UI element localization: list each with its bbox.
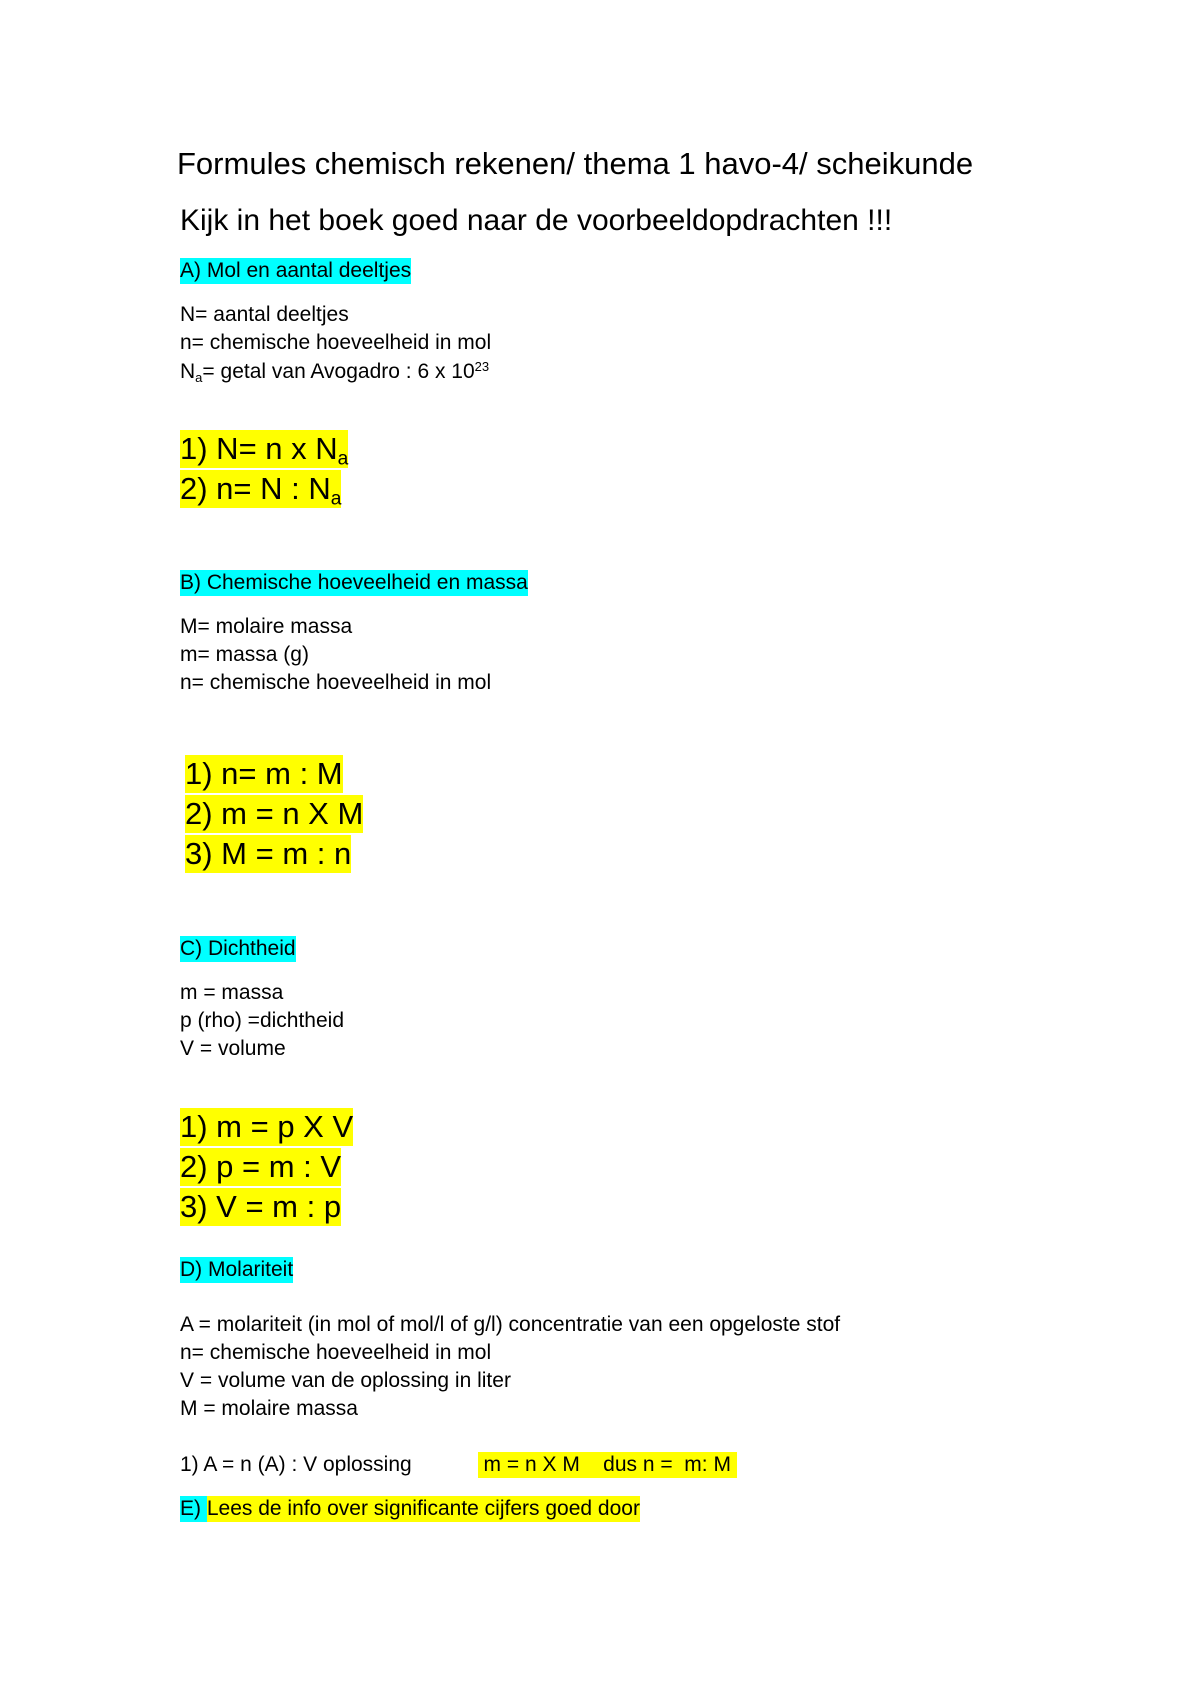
section-c-formula-1-highlight: 1) m = p X V [180, 1109, 354, 1144]
section-a-formula-1-highlight [180, 430, 348, 468]
section-b-heading-highlight: B) Chemische hoeveelheid en massa [180, 571, 528, 594]
section-e-heading-label: E) [180, 1497, 207, 1520]
section-b-formula-2-highlight: 2) m = n X M [185, 796, 364, 831]
section-c-definition-1: m = massa [180, 981, 284, 1004]
section-a-formula-1 [180, 433, 348, 469]
section-e-heading [180, 1498, 640, 1519]
section-b-formula-3 [185, 838, 351, 869]
avogadro-subscript: a [195, 369, 203, 385]
section-d-heading-highlight: D) Molariteit [180, 1258, 294, 1281]
section-c-heading [180, 938, 296, 959]
section-b-definition-2: m= massa (g) [180, 643, 309, 666]
section-b-formula-1 [185, 758, 343, 789]
section-d-formula-1 [180, 1454, 737, 1475]
section-c-definition-3: V = volume [180, 1037, 286, 1060]
section-d-definition-2: n= chemische hoeveelheid in mol [180, 1341, 492, 1364]
section-d-definition-1: A = molariteit (in mol of mol/l of g/l) concentratie van een opgeloste stof [180, 1313, 841, 1336]
section-a-formula-1-subscript: a [337, 448, 349, 470]
section-d-definition-3: V = volume van de oplossing in liter [180, 1369, 511, 1392]
section-b-heading [180, 572, 528, 593]
section-b-formula-1-highlight: 1) n= m : M [185, 756, 343, 791]
section-c-heading-highlight: C) Dichtheid [180, 937, 296, 960]
section-b-definition-3: n= chemische hoeveelheid in mol [180, 671, 492, 694]
section-a-formula-2-highlight [180, 470, 341, 508]
section-a-formula-2-subscript: a [330, 488, 342, 510]
section-d-definition-4: M = molaire massa [180, 1397, 358, 1420]
section-c-formula-3 [180, 1191, 341, 1222]
section-a-formula-2 [180, 473, 341, 509]
section-a-heading [180, 260, 411, 281]
section-c-formula-2 [180, 1151, 341, 1182]
section-c-definition-2: p (rho) =dichtheid [180, 1009, 345, 1032]
section-e-heading-text: Lees de info over significante cijfers goed door [206, 1497, 640, 1520]
section-a-heading-highlight: A) Mol en aantal deeltjes [180, 259, 412, 282]
avogadro-symbol: N [180, 360, 196, 384]
section-c-formula-1 [180, 1111, 353, 1142]
section-d-formula-1-note: m = n X M dus n = m: M [477, 1453, 737, 1476]
section-b-definition-1: M= molaire massa [180, 615, 353, 638]
section-a-formula-1-text: 1) N= n x N [180, 431, 338, 466]
section-a-definition-1: N= aantal deeltjes [180, 303, 349, 326]
avogadro-exponent: 23 [474, 359, 490, 374]
section-d-heading [180, 1259, 293, 1280]
section-b-formula-2 [185, 798, 363, 829]
avogadro-description: = getal van Avogadro : 6 x 10 [202, 360, 475, 384]
section-a-formula-2-text: 2) n= N : N [180, 471, 331, 506]
section-a-definition-3 [180, 360, 489, 384]
section-c-formula-3-highlight: 3) V = m : p [180, 1189, 342, 1224]
document-subtitle: Kijk in het boek goed naar de voorbeeldopdrachten !!! [180, 204, 893, 237]
document-title: Formules chemisch rekenen/ thema 1 havo-4/ scheikunde [177, 146, 974, 181]
section-a-definition-2: n= chemische hoeveelheid in mol [180, 331, 492, 354]
section-c-formula-2-highlight: 2) p = m : V [180, 1149, 342, 1184]
section-b-formula-3-highlight: 3) M = m : n [185, 836, 352, 871]
section-d-formula-1-text: 1) A = n (A) : V oplossing [180, 1453, 412, 1476]
